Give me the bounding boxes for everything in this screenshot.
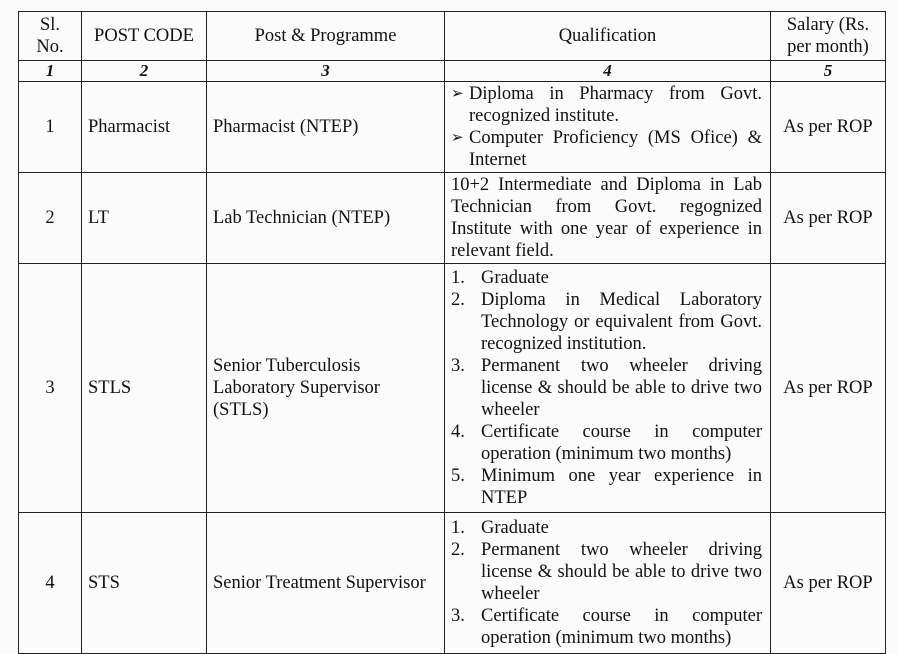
qualification-item <box>451 539 762 605</box>
qualification-text: Diploma in Medical Laboratory Technology or equivalent from Govt. recognized institution. <box>481 290 762 354</box>
row-salary: As per ROP <box>771 264 886 513</box>
column-number: 4 <box>445 61 771 82</box>
qualification-item <box>451 355 762 421</box>
qualification-item <box>451 421 762 465</box>
column-number: 5 <box>771 61 886 82</box>
table-row <box>19 173 886 264</box>
row-post-programme: Senior Treatment Supervisor <box>207 513 445 654</box>
row-post-programme: Senior Tuberculosis Laboratory Supervisor (STLS) <box>207 264 445 513</box>
row-sl-no: 1 <box>19 82 82 173</box>
header-row <box>19 12 886 61</box>
qualification-text: Graduate <box>481 268 549 288</box>
qualification-text: Permanent two wheeler driving license & should be able to drive two wheeler <box>481 356 762 420</box>
recruitment-table <box>18 11 886 654</box>
list-number: 1. <box>451 518 465 538</box>
row-post-code: Pharmacist <box>82 82 207 173</box>
qualification-item <box>451 127 762 171</box>
row-qualification <box>445 513 771 654</box>
header-sl-no: Sl. No. <box>19 12 82 61</box>
list-number: 2. <box>451 290 465 310</box>
qualification-text: Permanent two wheeler driving license & should be able to drive two wheeler <box>481 540 762 604</box>
list-number: 3. <box>451 356 465 376</box>
list-number: 4. <box>451 422 465 442</box>
list-number: 1. <box>451 268 465 288</box>
arrow-bullet-icon: ➢ <box>451 86 464 102</box>
row-qualification <box>445 264 771 513</box>
row-sl-no: 2 <box>19 173 82 264</box>
row-post-code: LT <box>82 173 207 264</box>
column-number: 1 <box>19 61 82 82</box>
qualification-item <box>451 83 762 127</box>
qualification-text: Certificate course in computer operation (minimum two months) <box>481 422 762 464</box>
row-salary: As per ROP <box>771 513 886 654</box>
row-qualification: 10+2 Intermediate and Diploma in Lab Technician from Govt. regognized Institute with one year of experience in relevant field. <box>445 173 771 264</box>
list-number: 3. <box>451 606 465 626</box>
qualification-text: Certificate course in computer operation (minimum two months) <box>481 606 762 648</box>
row-sl-no: 4 <box>19 513 82 654</box>
qualification-item <box>451 289 762 355</box>
column-number: 2 <box>82 61 207 82</box>
row-salary: As per ROP <box>771 173 886 264</box>
column-number: 3 <box>207 61 445 82</box>
qualification-text: Computer Proficiency (MS Ofice) & Internet <box>469 128 762 170</box>
row-post-code: STLS <box>82 264 207 513</box>
qualification-item <box>451 267 762 289</box>
row-post-programme: Pharmacist (NTEP) <box>207 82 445 173</box>
qualification-text: Graduate <box>481 518 549 538</box>
arrow-bullet-icon: ➢ <box>451 130 464 146</box>
table-row <box>19 513 886 654</box>
header-salary: Salary (Rs. per month) <box>771 12 886 61</box>
header-qualification: Qualification <box>445 12 771 61</box>
header-post-programme: Post & Programme <box>207 12 445 61</box>
column-number-row <box>19 61 886 82</box>
row-salary: As per ROP <box>771 82 886 173</box>
row-post-code: STS <box>82 513 207 654</box>
list-number: 5. <box>451 466 465 486</box>
list-number: 2. <box>451 540 465 560</box>
qualification-item <box>451 605 762 649</box>
qualification-item <box>451 517 762 539</box>
row-sl-no: 3 <box>19 264 82 513</box>
row-qualification <box>445 82 771 173</box>
qualification-text: Diploma in Pharmacy from Govt. recognized institute. <box>469 84 762 126</box>
qualification-text: Minimum one year experience in NTEP <box>481 466 762 508</box>
table-row <box>19 82 886 173</box>
qualification-item <box>451 465 762 509</box>
header-post-code: POST CODE <box>82 12 207 61</box>
row-post-programme: Lab Technician (NTEP) <box>207 173 445 264</box>
table-row <box>19 264 886 513</box>
